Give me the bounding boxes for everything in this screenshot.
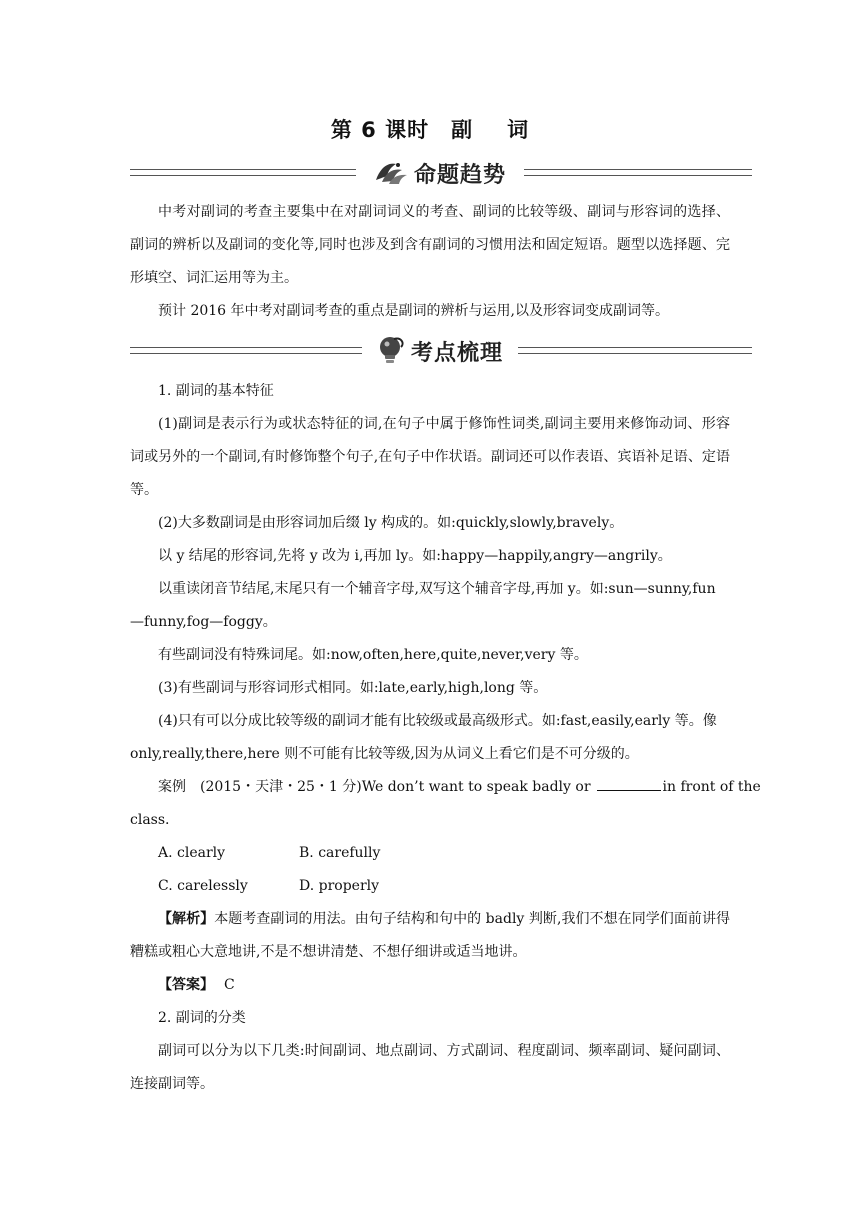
banner-rule-right <box>524 169 752 176</box>
banner-rule-right <box>518 347 752 354</box>
banner-rule-left <box>130 169 356 176</box>
option-c: C. carelessly <box>158 878 248 894</box>
option-b: B. carefully <box>299 845 381 861</box>
banner-label <box>368 334 512 368</box>
point-paragraph-1: (1)副词是表示行为或状态特征的词,在句子中属于修饰性词类,副词主要用来修饰动词、形容词或另外的一个副词,有时修饰整个句子,在句子中作状语。副词还可以作表语、宾语补足语、定语等。 <box>130 416 730 498</box>
bulb-icon <box>377 335 407 367</box>
bird-icon <box>374 158 410 188</box>
analysis-text: 本题考查副词的用法。由句子结构和句中的 badly 判断,我们不想在同学们面前讲得糟糕或粗心大意地讲,不是不想讲清楚、不想仔细讲或适当地讲。 <box>130 911 731 960</box>
points-section-text <box>130 375 761 1101</box>
case-question-line-2: class. <box>130 812 170 828</box>
banner-title-trend: 命题趋势 <box>413 162 506 188</box>
section-banner-trend <box>130 156 752 190</box>
point-paragraph-7-line-1: (4)只有可以分成比较等级的副词才能有比较级或最高级形式。如:fast,easily,early 等。像 <box>158 713 717 729</box>
heading-classification: 2. 副词的分类 <box>158 1010 246 1026</box>
title-lesson: 第 6 课时 <box>330 118 430 142</box>
point-paragraph-4-line-2: —funny,fog—foggy。 <box>130 614 277 630</box>
title-char-1: 副 <box>451 118 474 142</box>
trend-paragraph-1: 中考对副词的考查主要集中在对副词词义的考查、副词的比较等级、副词与形容词的选择、副词的辨析以及副词的变化等,同时也涉及到含有副词的习惯用法和固定短语。题型以选择题、完形填空、词汇运用等为主。 <box>130 204 730 286</box>
answer-blank <box>597 776 661 791</box>
classification-paragraph: 副词可以分为以下几类:时间副词、地点副词、方式副词、程度副词、频率副词、疑问副词、连接副词等。 <box>130 1043 730 1092</box>
analysis-paragraph <box>130 903 730 969</box>
analysis-label: 【解析】 <box>158 911 215 927</box>
point-paragraph-7-line-2: only,really,there,here 则不可能有比较等级,因为从词义上看它们是不可分级的。 <box>130 746 639 762</box>
point-paragraph-6: (3)有些副词与形容词形式相同。如:late,early,high,long 等。 <box>158 680 548 696</box>
case-question <box>130 771 761 804</box>
section-banner-points <box>130 334 752 368</box>
point-paragraph-4-line-1: 以重读闭音节结尾,末尾只有一个辅音字母,双写这个辅音字母,再加 y。如:sun—sunny,fun <box>158 581 716 597</box>
heading-basic-features: 1. 副词的基本特征 <box>158 383 274 399</box>
banner-label <box>362 156 518 190</box>
title-char-2: 词 <box>507 118 530 142</box>
point-paragraph-2: (2)大多数副词是由形容词加后缀 ly 构成的。如:quickly,slowly,bravely。 <box>158 515 624 531</box>
answer-line <box>130 969 730 1002</box>
case-label: 案例 <box>158 779 186 795</box>
case-tail: in front of the <box>662 779 761 795</box>
trend-section-text <box>130 196 730 328</box>
answer-value: C <box>224 977 235 993</box>
option-a: A. clearly <box>158 845 226 861</box>
trend-paragraph-2: 预计 2016 年中考对副词考查的重点是副词的辨析与运用,以及形容词变成副词等。 <box>158 303 669 319</box>
options-row-2 <box>130 870 730 903</box>
options-row-1 <box>130 837 730 870</box>
option-d: D. properly <box>299 878 380 894</box>
banner-rule-left <box>130 347 362 354</box>
point-paragraph-5: 有些副词没有特殊词尾。如:now,often,here,quite,never,very 等。 <box>158 647 588 663</box>
point-paragraph-3: 以 y 结尾的形容词,先将 y 改为 i,再加 ly。如:happy—happily,angry—angrily。 <box>158 548 672 564</box>
banner-title-points: 考点梳理 <box>410 340 503 366</box>
case-source: (2015・天津・25・1 分)We don’t want to speak badly or <box>200 779 591 795</box>
answer-label: 【答案】 <box>158 977 214 993</box>
page-title <box>0 114 860 144</box>
